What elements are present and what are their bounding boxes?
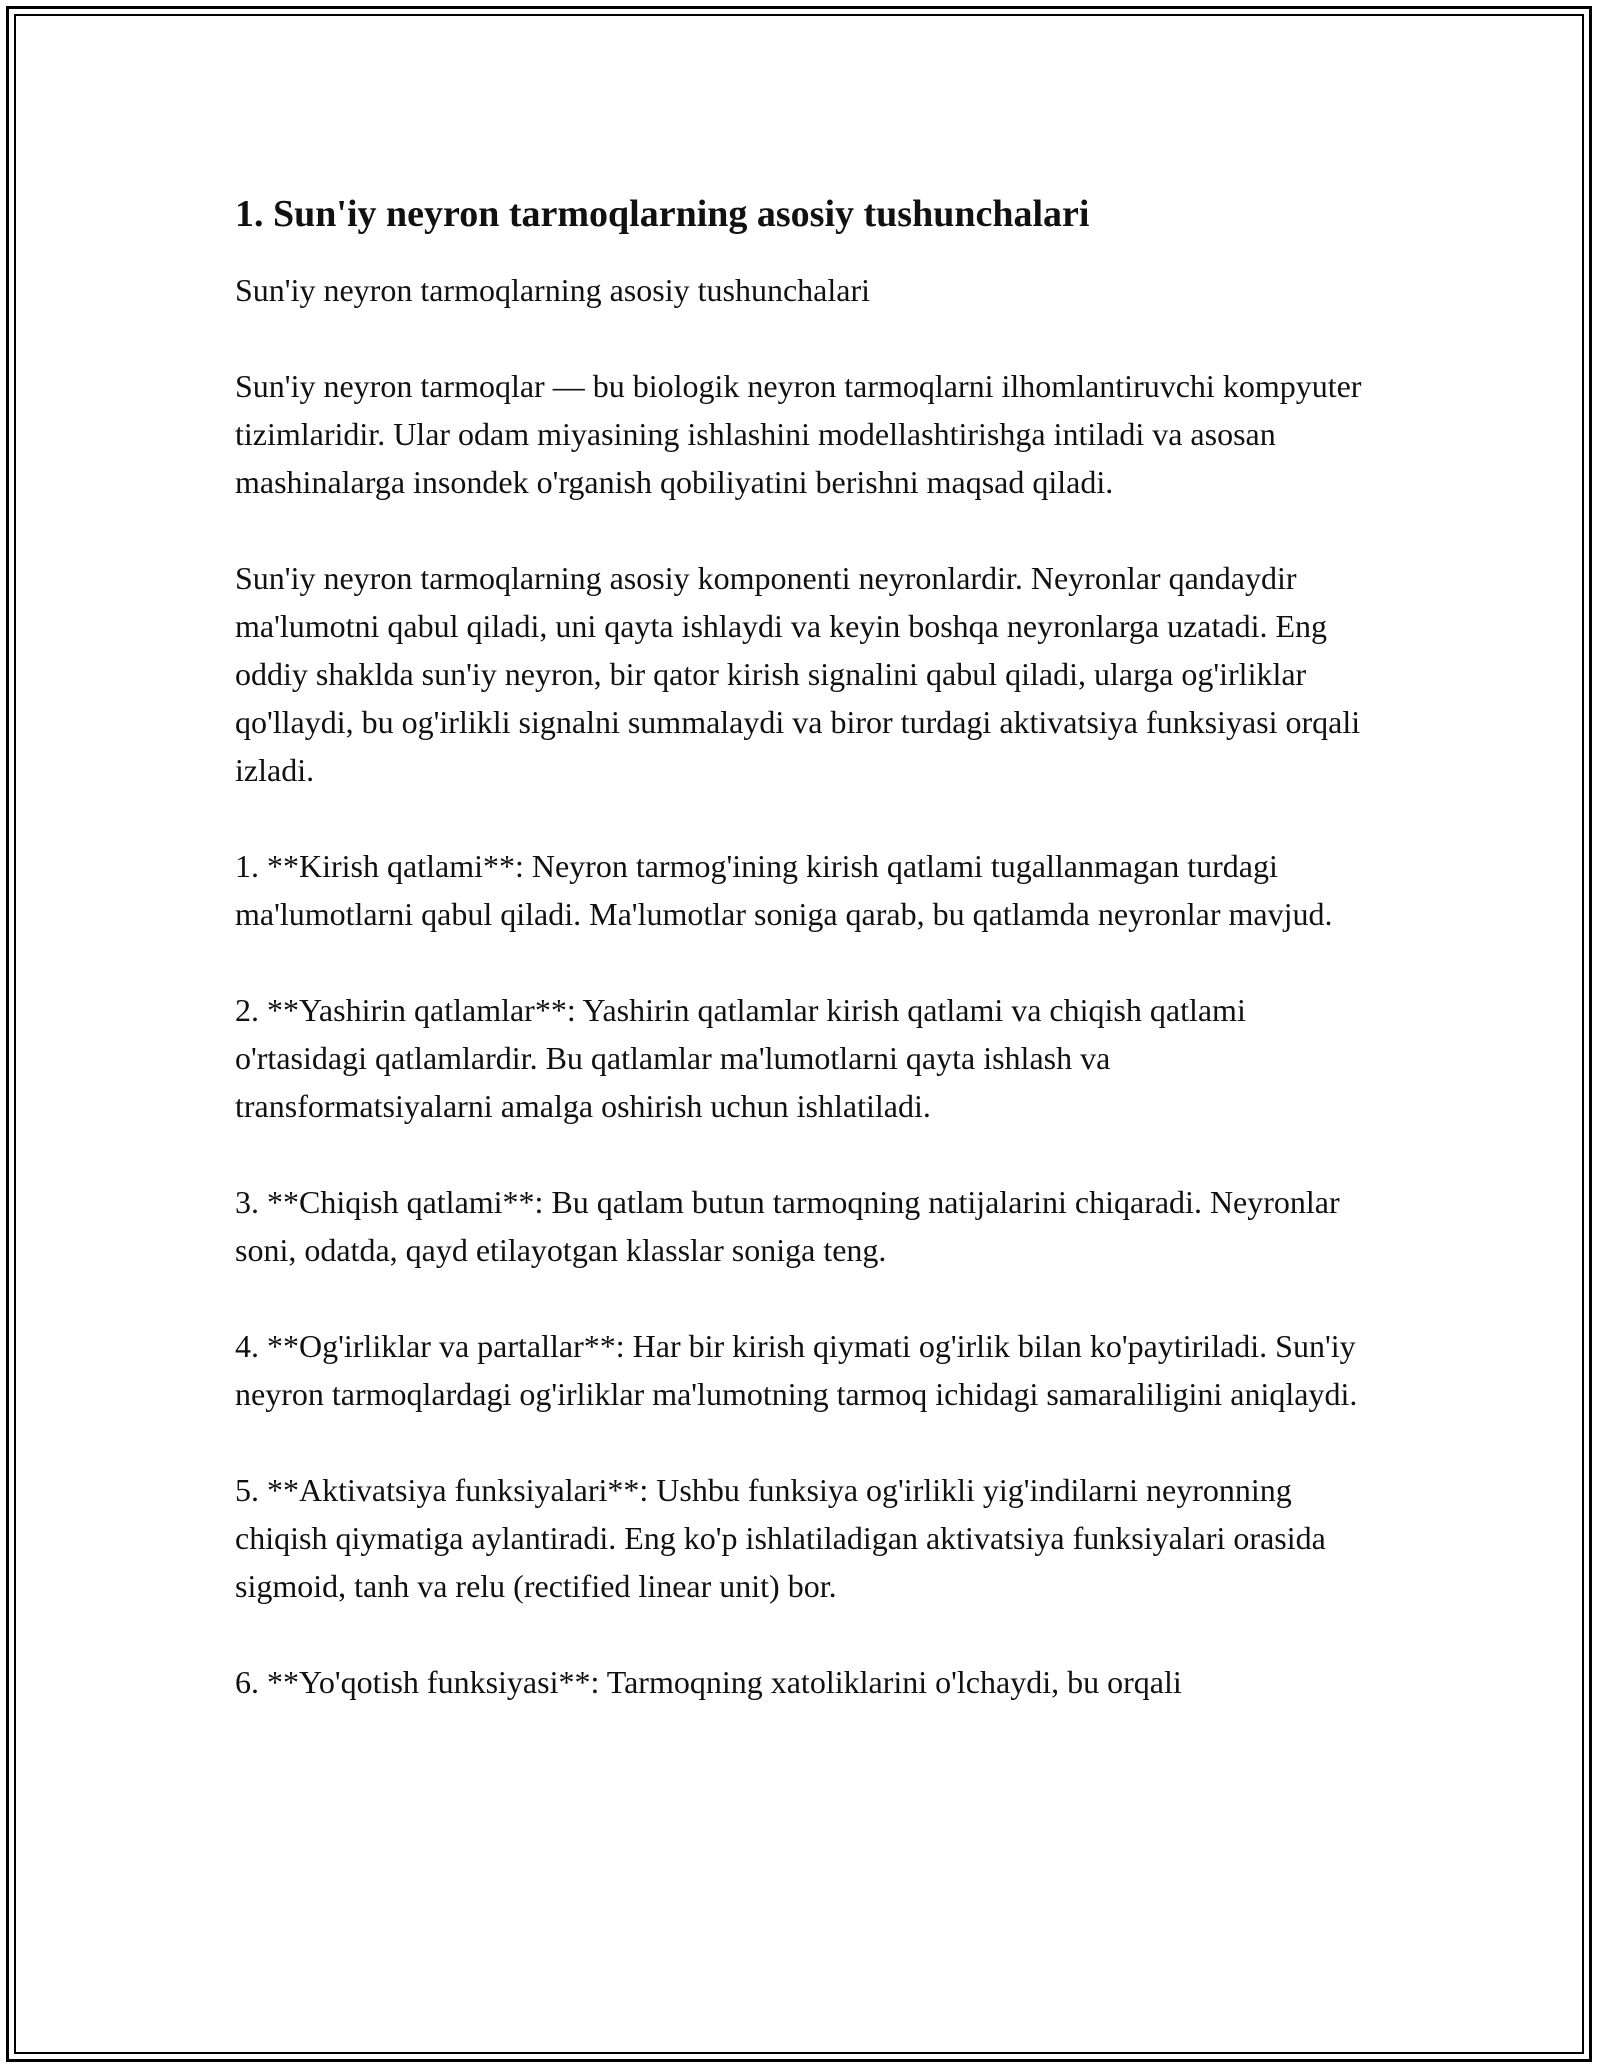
paragraph-intro: Sun'iy neyron tarmoqlar — bu biologik neyron tarmoqlarni ilhomlantiruvchi kompyuter tizimlaridir. Ular odam miyasining ishlashini modellashtirishga intiladi va asosan mashinalarga insondek o'rganish qobiliyatini berishni maqsad qiladi. (235, 368, 1362, 500)
document-title: 1. Sun'iy neyron tarmoqlarning asosiy tushunchalari (235, 193, 1090, 235)
list-item-output-layer: 3. **Chiqish qatlami**: Bu qatlam butun tarmoqning natijalarini chiqaradi. Neyronlar soni, odatda, qayd etilayotgan klasslar soniga teng. (235, 1184, 1340, 1268)
list-item-hidden-layers: 2. **Yashirin qatlamlar**: Yashirin qatlamlar kirish qatlami va chiqish qatlami o'rtasidagi qatlamlardir. Bu qatlamlar ma'lumotlarni qayta ishlash va transformatsiyalarni amalga oshirish uchun ishlatiladi. (235, 992, 1246, 1124)
document-page (235, 190, 1365, 1706)
list-item-input-layer: 1. **Kirish qatlami**: Neyron tarmog'ining kirish qatlami tugallanmagan turdagi ma'lumotlarni qabul qiladi. Ma'lumotlar soniga qarab, bu qatlamda neyronlar mavjud. (235, 848, 1333, 932)
list-item-weights: 4. **Og'irliklar va partallar**: Har bir kirish qiymati og'irlik bilan ko'paytiriladi. Sun'iy neyron tarmoqlardagi og'irliklar ma'lumotning tarmoq ichidagi samaraliligini aniqlaydi. (235, 1328, 1358, 1412)
document-subtitle: Sun'iy neyron tarmoqlarning asosiy tushunchalari (235, 272, 870, 308)
list-item-activation: 5. **Aktivatsiya funksiyalari**: Ushbu funksiya og'irlikli yig'indilarni neyronning chiqish qiymatiga aylantiradi. Eng ko'p ishlatiladigan aktivatsiya funksiyalari orasida sigmoid, tanh va relu (rectified linear unit) bor. (235, 1472, 1326, 1604)
list-item-loss: 6. **Yo'qotish funksiyasi**: Tarmoqning xatoliklarini o'lchaydi, bu orqali (235, 1664, 1182, 1700)
paragraph-neurons: Sun'iy neyron tarmoqlarning asosiy komponenti neyronlardir. Neyronlar qandaydir ma'lumotni qabul qiladi, uni qayta ishlaydi va keyin boshqa neyronlarga uzatadi. Eng oddiy shaklda sun'iy neyron, bir qator kirish signalini qabul qiladi, ularga og'irliklar qo'llaydi, bu og'irlikli signalni summalaydi va biror turdagi aktivatsiya funksiyasi orqali izladi. (235, 560, 1361, 788)
